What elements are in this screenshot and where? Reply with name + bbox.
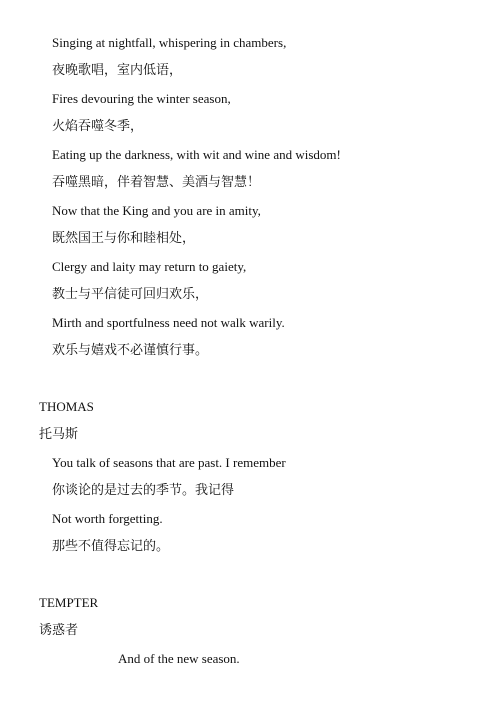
verse-line-en: Singing at nightfall, whispering in chambers, <box>52 35 287 50</box>
verse-line-zh: 火焰吞噬冬季， <box>52 119 144 134</box>
verse-line-en: Eating up the darkness, with wit and wine and wisdom! <box>52 147 341 162</box>
verse-line-en: Not worth forgetting. <box>52 511 163 526</box>
verse-line-zh: 欢乐与嬉戏不必谨慎行事。 <box>52 343 209 358</box>
speaker-name-en: THOMAS <box>39 399 94 414</box>
verse-line-en: Fires devouring the winter season, <box>52 91 231 106</box>
verse-line-zh: 夜晚歌唱，室内低语， <box>52 63 183 78</box>
verse-line-zh: 你谈论的是过去的季节。我记得 <box>52 483 235 498</box>
verse-line-en: You talk of seasons that are past. I remember <box>52 455 286 470</box>
verse-line-en: Clergy and laity may return to gaiety, <box>52 259 247 274</box>
verse-line-zh: 那些不值得忘记的。 <box>52 539 170 554</box>
verse-line-en: Mirth and sportfulness need not walk warily. <box>52 315 285 330</box>
verse-line-en: And of the new season. <box>118 651 240 666</box>
verse-line-zh: 吞噬黑暗，伴着智慧、美酒与智慧！ <box>52 175 261 190</box>
speaker-name-en: TEMPTER <box>39 595 99 610</box>
speaker-name-zh: 诱惑者 <box>39 623 79 638</box>
verse-line-en: Now that the King and you are in amity, <box>52 203 261 218</box>
verse-line-zh: 教士与平信徒可回归欢乐， <box>52 287 209 302</box>
verse-line-zh: 既然国王与你和睦相处， <box>52 231 196 246</box>
speaker-name-zh: 托马斯 <box>39 427 79 442</box>
